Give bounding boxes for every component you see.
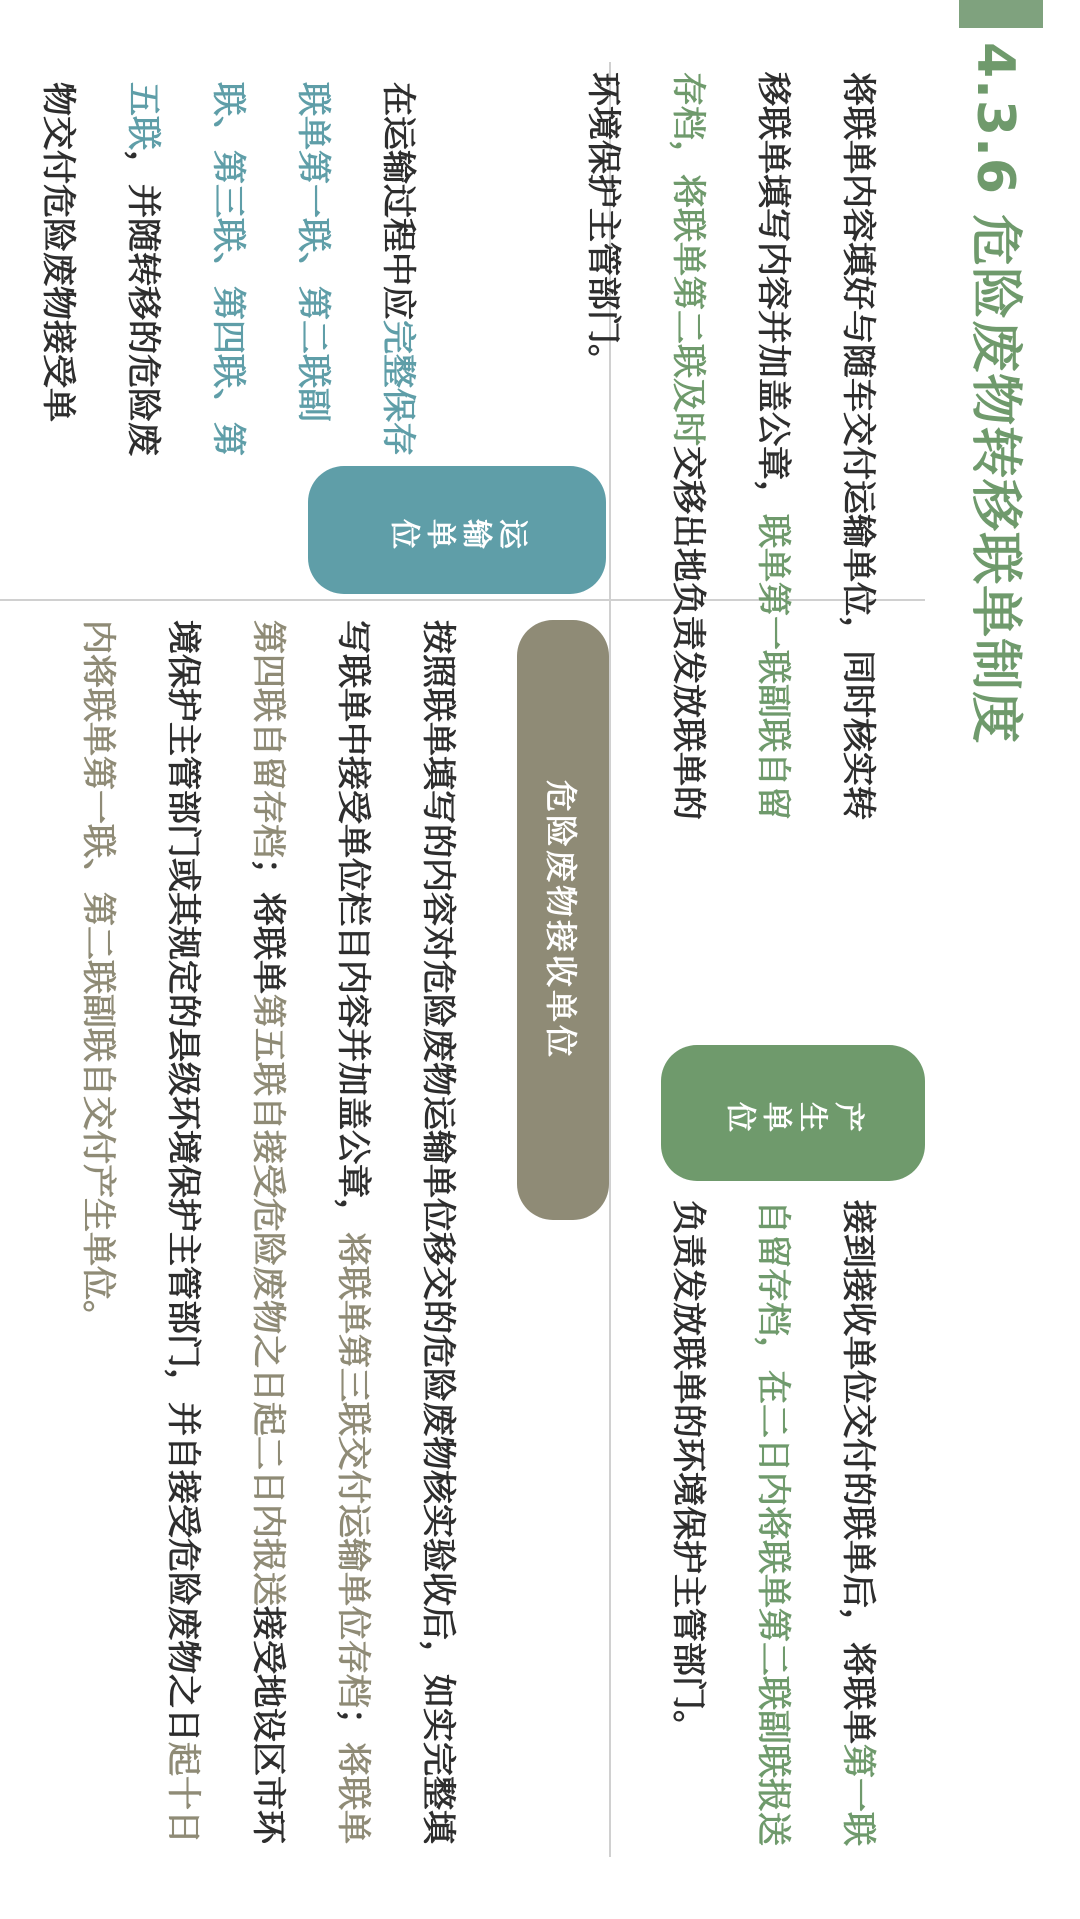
receiver-highlight-2: 将联单第四联自留存档 — [248, 620, 373, 1844]
producer-1-text-a: 将联单内容填好与随车交付运输单位，同时核实转移联单填写内容并加盖公章， — [753, 72, 878, 820]
producer-unit-badge — [661, 1045, 925, 1181]
receiver-text-e: ；将联单 — [248, 858, 288, 994]
transport-unit-label: 运输单位 — [385, 513, 529, 548]
receiver-text-a: 按照联单填写的内容对危险废物运输单位移交的危险废物核实验收后，如实完整填写联单中接受单位栏目内容并加盖公章， — [333, 620, 458, 1844]
producer-1-text-c: 交移出地负责发放联单的环境保护主管部门。 — [583, 72, 708, 820]
receiver-text-c: ； — [333, 1708, 373, 1742]
transport-text-a: 在运输过程中应 — [378, 82, 418, 320]
producer-2-text-a: 接到接收单位交付的联单后，将联单 — [838, 1200, 878, 1744]
receiver-highlight-3: 第五联自接受危险废物之日起二日内报送 — [248, 994, 288, 1606]
producer-unit-label: 产生单位 — [721, 1096, 865, 1131]
transport-paragraph — [0, 82, 440, 462]
producer-1-highlight: 联单第一联副联自留存档，将联单第二联及时 — [668, 72, 793, 820]
title-accent-bar — [959, 0, 1043, 28]
receiver-text-g: 接受地设区市环境保护主管部门或其规定的县级环境保护主管部门，并自接受危险废物之日 — [163, 620, 288, 1844]
transport-text-c: ，并随转移的危险废物交付危险废物接受单 — [38, 82, 163, 456]
transport-unit-badge — [308, 466, 606, 594]
producer-2-highlight: 第一联自留存档，在二日内将联单第二联副联报送 — [753, 1200, 878, 1846]
receiver-unit-badge — [517, 620, 609, 1220]
receiver-paragraph — [55, 620, 480, 1855]
producer-paragraph-2 — [645, 1200, 900, 1860]
transport-highlight: 完整保存联单第一联、第二联副联、第三联、第四联、第五联 — [123, 82, 418, 456]
receiver-highlight-1: 将联单第三联交付运输单位存档 — [333, 1232, 373, 1708]
producer-2-text-c: 负责发放联单的环境保护主管部门。 — [668, 1200, 708, 1744]
page-title: 4.3.6 危险废物转移联单制度 — [965, 42, 1025, 745]
receiver-highlight-4: 起十日内将联单第一联、第二联副联自交付产生单位。 — [78, 620, 203, 1844]
producer-paragraph-1 — [560, 72, 900, 832]
receiver-unit-label: 危险废物接收单位 — [542, 779, 580, 1060]
